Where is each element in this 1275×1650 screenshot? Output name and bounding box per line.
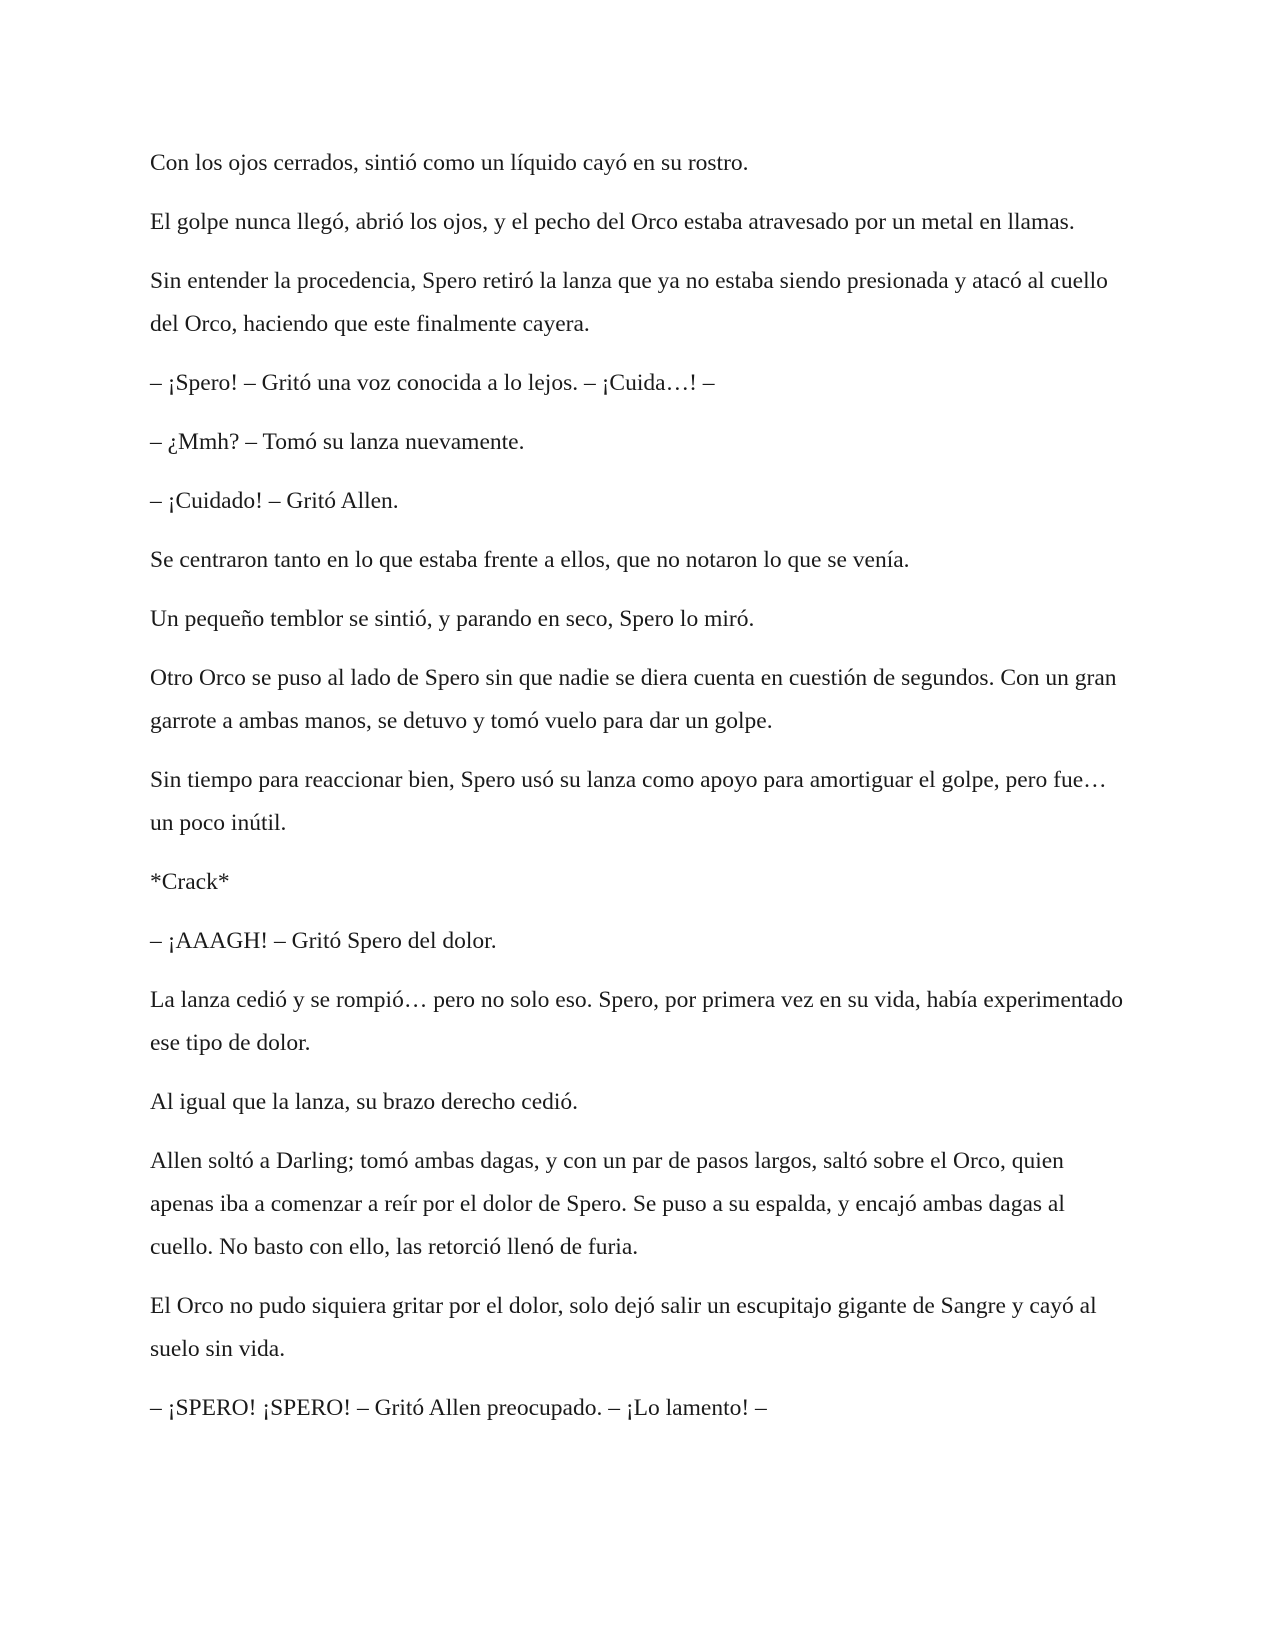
dialogue-line: – ¡Cuidado! – Gritó Allen.	[150, 488, 399, 514]
paragraph: Con los ojos cerrados, sintió como un líquido cayó en su rostro.	[150, 150, 749, 176]
paragraph: La lanza cedió y se rompió… pero no solo eso. Spero, por primera vez en su vida, había experimentado ese tipo de dolor.	[150, 987, 1123, 1056]
page-body	[150, 142, 1125, 1446]
paragraph: Al igual que la lanza, su brazo derecho cedió.	[150, 1089, 579, 1115]
paragraph: Sin tiempo para reaccionar bien, Spero usó su lanza como apoyo para amortiguar el golpe, pero fue… un poco inútil.	[150, 767, 1107, 836]
dialogue-line: – ¡AAAGH! – Gritó Spero del dolor.	[150, 928, 497, 954]
dialogue-line: – ¿Mmh? – Tomó su lanza nuevamente.	[150, 429, 525, 455]
paragraph: Se centraron tanto en lo que estaba frente a ellos, que no notaron lo que se venía.	[150, 547, 910, 573]
sound-effect: *Crack*	[150, 869, 230, 895]
paragraph: Sin entender la procedencia, Spero retiró la lanza que ya no estaba siendo presionada y atacó al cuello del Orco, haciendo que este finalmente cayera.	[150, 268, 1108, 337]
paragraph: El golpe nunca llegó, abrió los ojos, y el pecho del Orco estaba atravesado por un metal en llamas.	[150, 209, 1075, 235]
paragraph: Otro Orco se puso al lado de Spero sin que nadie se diera cuenta en cuestión de segundos. Con un gran garrote a ambas manos, se detuvo y tomó vuelo para dar un golpe.	[150, 665, 1117, 734]
dialogue-line: – ¡SPERO! ¡SPERO! – Gritó Allen preocupado. – ¡Lo lamento! –	[150, 1395, 767, 1421]
paragraph: Allen soltó a Darling; tomó ambas dagas, y con un par de pasos largos, saltó sobre el Orco, quien apenas iba a comenzar a reír por el dolor de Spero. Se puso a su espalda, y encajó ambas dagas al cuello. No basto con ello, las retorció llenó de furia.	[150, 1148, 1065, 1260]
paragraph: Un pequeño temblor se sintió, y parando en seco, Spero lo miró.	[150, 606, 755, 632]
dialogue-line: – ¡Spero! – Gritó una voz conocida a lo lejos. – ¡Cuida…! –	[150, 370, 715, 396]
paragraph: El Orco no pudo siquiera gritar por el dolor, solo dejó salir un escupitajo gigante de Sangre y cayó al suelo sin vida.	[150, 1293, 1097, 1362]
